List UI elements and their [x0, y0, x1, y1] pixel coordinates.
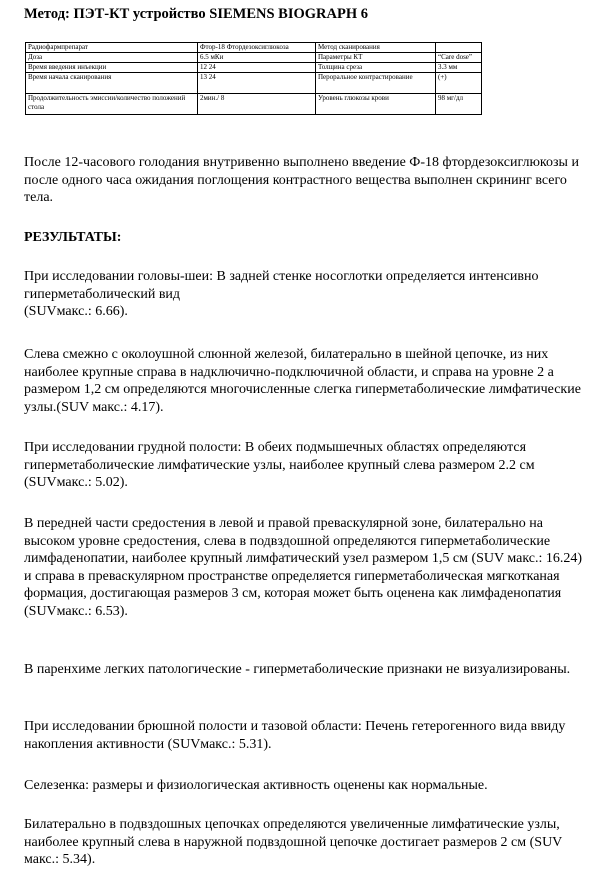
table-cell: Пероральное контрастирование — [316, 73, 436, 94]
table-cell: 98 мг/дл — [436, 94, 482, 115]
paragraph-head-neck-suv: (SUVмакс.: 6.66). — [24, 304, 128, 319]
paragraph-abdomen: При исследовании брюшной полости и тазовой области: Печень гетерогенного вида ввиду накопления активности (SUVмакс.: 5.31). — [24, 719, 566, 752]
table-row — [26, 63, 482, 73]
table-cell: Время начала сканирования — [26, 73, 198, 94]
table-cell: (+) — [436, 73, 482, 94]
paragraph-spleen: Селезенка: размеры и физиологическая активность оценены как нормальные. — [24, 778, 488, 793]
table-cell — [436, 43, 482, 53]
table-cell: Продолжительность эмиссии/количество положений стола — [26, 94, 198, 115]
table-cell: “Care dose” — [436, 53, 482, 63]
table-row — [26, 73, 482, 94]
paragraph-iliac-nodes: Билатерально в подвздошных цепочках определяются увеличенные лимфатические узлы, наиболее крупный слева в наружной подвздошной цепочке достигает размеров 2 см (SUV макс.: 5.34). — [24, 817, 563, 867]
table-row — [26, 53, 482, 63]
table-cell: Радиофармпрепарат — [26, 43, 198, 53]
paragraph-cervical-nodes: Слева смежно с околоушной слюнной железой, билатерально в шейной цепочке, из них наиболее крупные справа в надключично-подключичной области, и справа на уровне 2 а размером 1,2 см определяются многочисленные слегка гиперметаболические лимфатические узлы.(SUV макс.: 4.17). — [24, 347, 581, 415]
table-cell: 12 24 — [198, 63, 316, 73]
page-title: Метод: ПЭТ-КТ устройство SIEMENS BIOGRAPH 6 — [24, 6, 368, 22]
table-cell: Параметры КТ — [316, 53, 436, 63]
table-cell: 3.3 мм — [436, 63, 482, 73]
results-heading: РЕЗУЛЬТАТЫ: — [24, 230, 122, 245]
paragraph-head-neck: При исследовании головы-шеи: В задней стенке носоглотки определяется интенсивно гиперметаболический вид — [24, 269, 539, 302]
paragraph-mediastinum: В передней части средостения в левой и правой преваскулярной зоне, билатерально на высоком уровне средостения, слева в подвздошной определяются гиперметаболические лимфаденопатии, наиболее крупный лимфатический узел размером 1,5 см (SUV макс.: 16.24) и справа в преваскулярном пространстве определяется гиперметаболическая мягкотканая формация, достигающая размеров 3 см, которая может быть оценена как лимфаденопатия (SUVмакс.: 6.53). — [24, 516, 583, 619]
table-row — [26, 43, 482, 53]
table-cell: Время введения инъекции — [26, 63, 198, 73]
table-cell: Фтор-18 Фтордезоксиглюкоза — [198, 43, 316, 53]
intro-paragraph: После 12-часового голодания внутривенно выполнено введение Ф-18 фтордезоксиглюкозы и после одного часа ожидания поглощения контрастного вещества выполнен скрининг всего тела. — [24, 155, 579, 205]
table-cell: Уровень глюкозы крови — [316, 94, 436, 115]
table-row — [26, 94, 482, 115]
table-cell: 6.5 мКи — [198, 53, 316, 63]
paragraph-lungs: В паренхиме легких патологические - гиперметаболические признаки не визуализированы. — [24, 662, 571, 677]
paragraph-chest: При исследовании грудной полости: В обеих подмышечных областях определяются гиперметаболические лимфатические узлы, наиболее крупный слева размером 2.2 см (SUVмакс.: 5.02). — [24, 440, 535, 490]
table-cell: Доза — [26, 53, 198, 63]
table-cell: 2мин./ 8 — [198, 94, 316, 115]
scan-parameters-table — [25, 42, 482, 115]
table-cell: Толщина среза — [316, 63, 436, 73]
table-cell: Метод сканирования — [316, 43, 436, 53]
table-cell: 13 24 — [198, 73, 316, 94]
